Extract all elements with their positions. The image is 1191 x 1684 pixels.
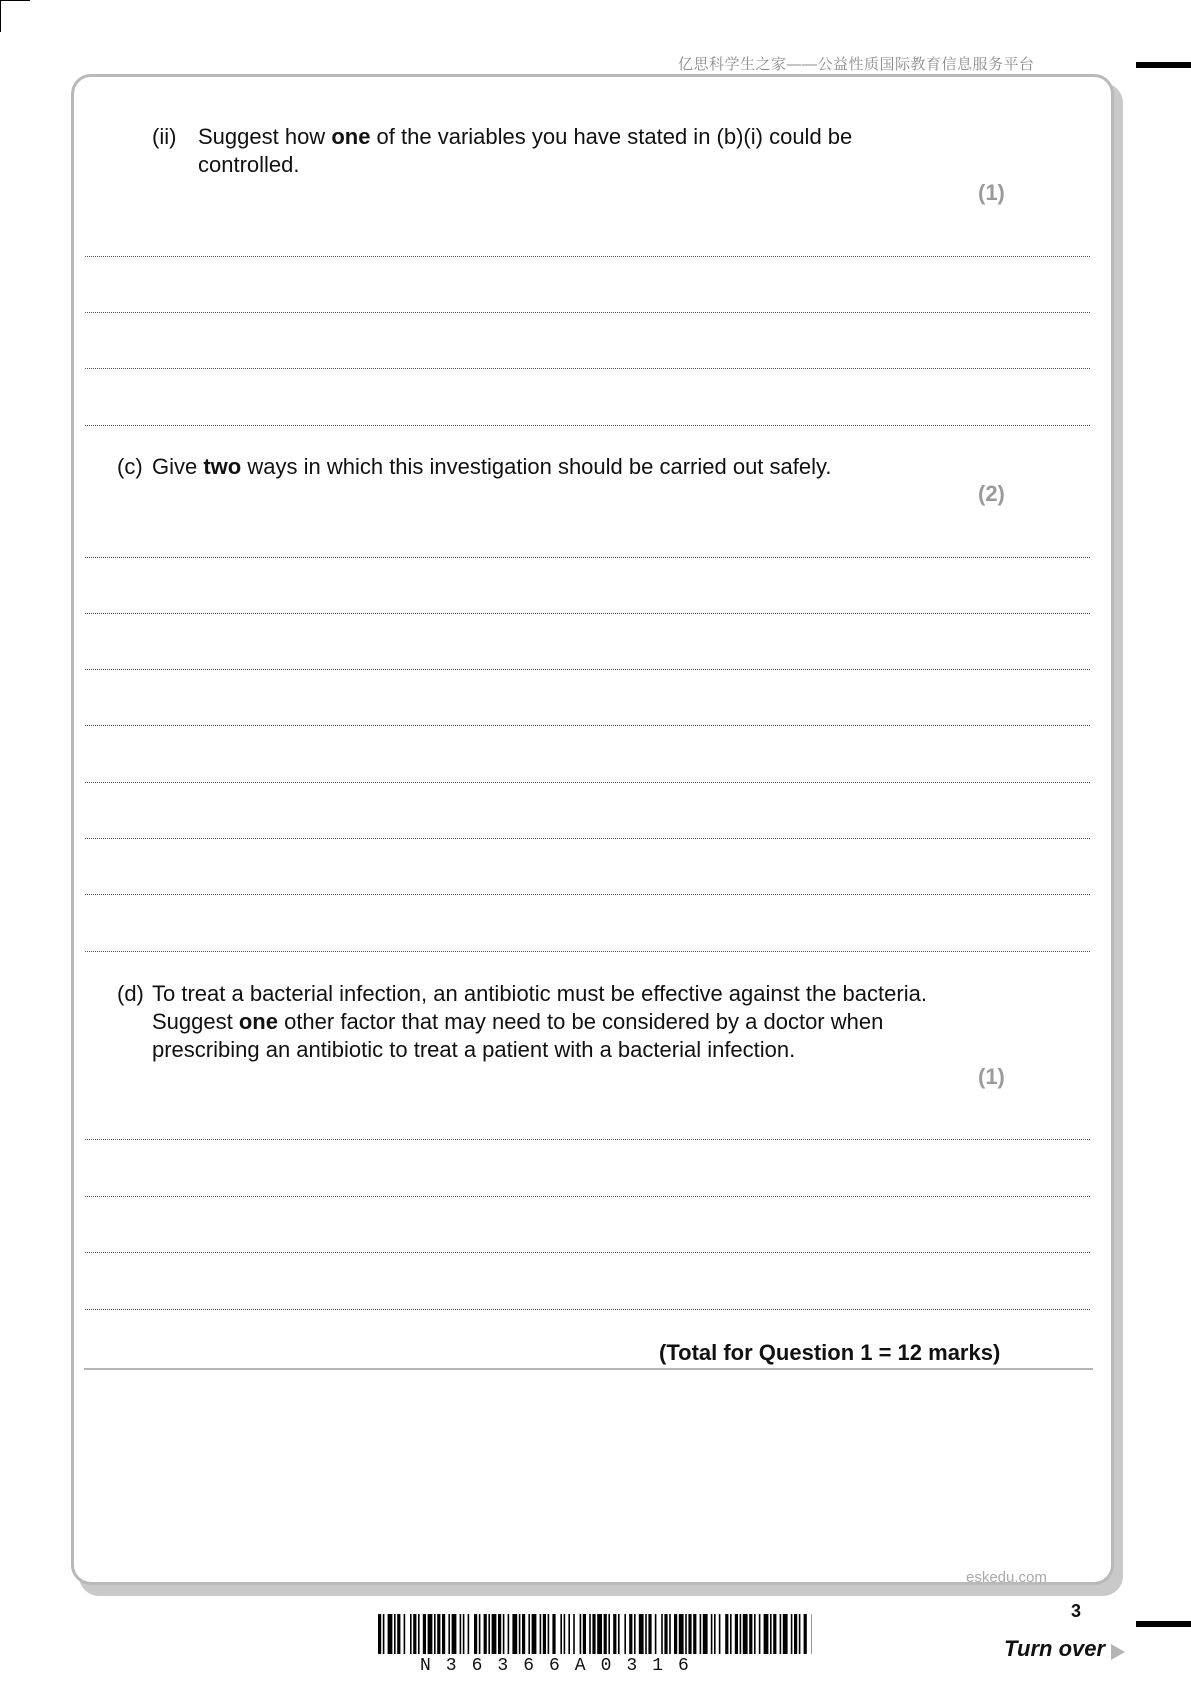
question-d-line2: Suggest one other factor that may need to be considered by a doctor when <box>152 1009 884 1034</box>
barcode-bar <box>759 1614 761 1654</box>
turn-over-label: Turn over <box>1004 1636 1106 1661</box>
barcode-bar <box>573 1614 575 1654</box>
header-watermark: 亿思科学生之家——公益性质国际教育信息服务平台 <box>678 56 1035 73</box>
footer-watermark: eskedu.com <box>966 1569 1047 1586</box>
question-d-line3: prescribing an antibiotic to treat a patient with a bacterial infection. <box>152 1037 796 1062</box>
barcode-bar <box>564 1614 566 1654</box>
answer-line[interactable] <box>85 894 1090 895</box>
barcode-bar <box>629 1614 632 1654</box>
barcode-bar <box>434 1614 436 1654</box>
barcode-bar <box>773 1614 776 1654</box>
barcode-bar <box>749 1614 752 1654</box>
barcode-bar <box>583 1614 586 1654</box>
barcode-bar <box>604 1614 607 1654</box>
barcode-bar <box>645 1614 647 1654</box>
barcode-bar <box>508 1614 510 1654</box>
barcode-bar <box>404 1614 406 1654</box>
barcode-bar <box>410 1614 412 1654</box>
barcode <box>378 1614 812 1654</box>
barcode-bar <box>648 1614 651 1654</box>
barcode-bar <box>512 1614 517 1654</box>
barcode-bar <box>618 1614 620 1654</box>
answer-line[interactable] <box>85 368 1090 369</box>
barcode-bar <box>552 1614 555 1654</box>
barcode-bar <box>780 1614 782 1654</box>
answer-line[interactable] <box>85 613 1090 614</box>
question-b-ii-text: Suggest how one of the variables you have stated in (b)(i) could be <box>198 124 853 149</box>
answer-line[interactable] <box>85 256 1090 257</box>
turn-over-arrow-icon <box>1111 1644 1125 1660</box>
crop-mark <box>0 0 30 1</box>
barcode-bar <box>700 1614 702 1654</box>
answer-line[interactable] <box>85 838 1090 839</box>
barcode-bar <box>725 1614 728 1654</box>
barcode-bar <box>714 1614 716 1654</box>
barcode-bar <box>452 1614 457 1654</box>
barcode-bar <box>754 1614 756 1654</box>
barcode-bar <box>383 1614 385 1654</box>
barcode-bar <box>608 1614 610 1654</box>
barcode-bar <box>388 1614 393 1654</box>
question-total: (Total for Question 1 = 12 marks) <box>659 1340 1001 1365</box>
barcode-bar <box>791 1614 793 1654</box>
page-number: 3 <box>1071 1601 1082 1621</box>
barcode-bar <box>442 1614 445 1654</box>
barcode-bar <box>519 1614 521 1654</box>
answer-line[interactable] <box>85 669 1090 670</box>
barcode-bar <box>711 1614 713 1654</box>
answer-line[interactable] <box>85 557 1090 558</box>
barcode-bar <box>685 1614 687 1654</box>
barcode-bar <box>624 1614 626 1654</box>
barcode-bar <box>488 1614 490 1654</box>
barcode-bar <box>688 1614 691 1654</box>
barcode-bar <box>437 1614 440 1654</box>
marks-b-ii: (1) <box>978 180 1005 205</box>
barcode-bar <box>613 1614 616 1654</box>
barcode-bar <box>498 1614 501 1654</box>
barcode-bar <box>560 1614 562 1654</box>
crop-mark <box>0 0 1 32</box>
barcode-bar <box>468 1614 470 1654</box>
barcode-bar <box>532 1614 537 1654</box>
barcode-bar <box>639 1614 644 1654</box>
question-number-d: (d) <box>117 981 144 1006</box>
barcode-bar <box>492 1614 497 1654</box>
barcode-bar <box>413 1614 416 1654</box>
barcode-bar <box>428 1614 433 1654</box>
barcode-bar <box>378 1614 381 1654</box>
edge-mark-top <box>1136 62 1191 68</box>
question-number-b-ii: (ii) <box>152 124 177 149</box>
barcode-bar <box>503 1614 505 1654</box>
barcode-bar <box>693 1614 696 1654</box>
answer-line[interactable] <box>85 1196 1090 1197</box>
barcode-bar <box>479 1614 481 1654</box>
barcode-bar <box>474 1614 477 1654</box>
barcode-bar <box>543 1614 546 1654</box>
barcode-bar <box>634 1614 636 1654</box>
barcode-bar <box>463 1614 465 1654</box>
barcode-bar <box>592 1614 595 1654</box>
barcode-bar <box>448 1614 450 1654</box>
barcode-bar <box>740 1614 742 1654</box>
barcode-bar <box>484 1614 487 1654</box>
question-d-line1: To treat a bacterial infection, an antibiotic must be effective against the bacteria. <box>152 981 927 1006</box>
barcode-bar <box>764 1614 769 1654</box>
barcode-bar <box>770 1614 772 1654</box>
barcode-bar <box>589 1614 591 1654</box>
barcode-bar <box>394 1614 396 1654</box>
answer-line[interactable] <box>85 1139 1090 1140</box>
barcode-bar <box>669 1614 671 1654</box>
barcode-bar <box>799 1614 801 1654</box>
answer-line[interactable] <box>85 425 1090 426</box>
barcode-bar <box>548 1614 550 1654</box>
answer-line[interactable] <box>85 782 1090 783</box>
question-b-ii-text-line2: controlled. <box>198 152 300 177</box>
barcode-bar <box>597 1614 602 1654</box>
barcode-digits: N36366A0316 <box>420 1656 704 1676</box>
question-c-text: Give two ways in which this investigation should be carried out safely. <box>152 454 832 479</box>
barcode-bar <box>655 1614 657 1654</box>
barcode-bar <box>664 1614 667 1654</box>
barcode-bar <box>423 1614 426 1654</box>
barcode-bar <box>703 1614 708 1654</box>
barcode-bar <box>783 1614 788 1654</box>
answer-line[interactable] <box>85 1309 1090 1310</box>
barcode-bar <box>580 1614 582 1654</box>
barcode-bar <box>730 1614 732 1654</box>
barcode-bar <box>540 1614 542 1654</box>
barcode-bar <box>418 1614 420 1654</box>
barcode-bar <box>397 1614 400 1654</box>
barcode-bar <box>719 1614 721 1654</box>
total-rule <box>84 1368 1093 1370</box>
edge-mark-bottom <box>1136 1621 1191 1627</box>
marks-d: (1) <box>978 1064 1005 1089</box>
answer-line[interactable] <box>85 951 1090 952</box>
barcode-bar <box>674 1614 677 1654</box>
barcode-bar <box>460 1614 462 1654</box>
question-number-c: (c) <box>117 454 143 479</box>
barcode-bar <box>743 1614 748 1654</box>
answer-line[interactable] <box>85 725 1090 726</box>
barcode-bar <box>735 1614 738 1654</box>
barcode-bar <box>679 1614 684 1654</box>
answer-line[interactable] <box>85 312 1090 313</box>
barcode-bar <box>522 1614 525 1654</box>
barcode-bar <box>794 1614 797 1654</box>
answer-line[interactable] <box>85 1252 1090 1253</box>
barcode-bar <box>804 1614 807 1654</box>
marks-c: (2) <box>978 481 1005 506</box>
barcode-bar <box>661 1614 663 1654</box>
barcode-bar <box>528 1614 530 1654</box>
barcode-bar <box>568 1614 570 1654</box>
